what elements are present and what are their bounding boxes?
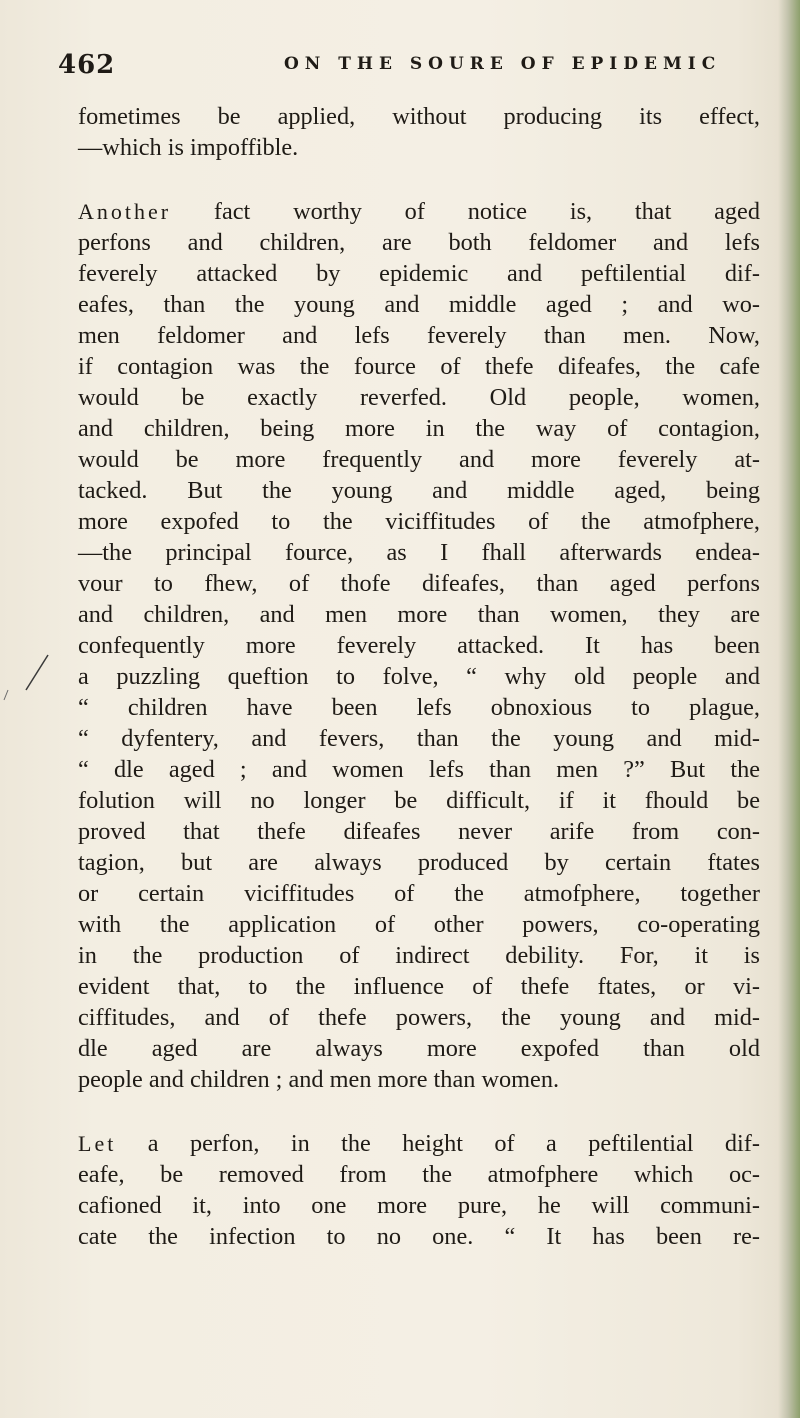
text-line: ciffitudes, and of thefe powers, the young and mid- [78, 1004, 760, 1031]
text-line: would be exactly reverfed. Old people, women, [78, 384, 760, 411]
text-line: fometimes be applied, without producing its effect, [78, 103, 760, 130]
text-line: a puzzling queftion to folve, “ why old people and [78, 663, 760, 690]
text-line: vour to fhew, of thofe difeafes, than aged perfons [78, 570, 760, 597]
text-line: eafes, than the young and middle aged ; and wo- [78, 291, 760, 318]
text-line: feverely attacked by epidemic and peftilential dif- [78, 260, 760, 287]
text-fragment: fact worthy of notice is, that aged [171, 198, 760, 225]
body-text [78, 101, 760, 1252]
lead-word: Let [78, 1131, 117, 1156]
text-line: men feldomer and lefs feverely than men. Now, [78, 322, 760, 349]
text-line: and children, being more in the way of contagion, [78, 415, 760, 442]
text-line: and children, and men more than women, they are [78, 601, 760, 628]
text-line: “ children have been lefs obnoxious to plague, [78, 694, 760, 721]
text-line: “ dyfentery, and fevers, than the young and mid- [78, 725, 760, 752]
text-line: —which is impoffible. [78, 134, 299, 161]
text-line: in the production of indirect debility. For, it is [78, 942, 760, 969]
text-line: eafe, be removed from the atmofphere which oc- [78, 1161, 760, 1188]
text-line: with the application of other powers, co-operating [78, 911, 760, 938]
text-line: confequently more feverely attacked. It has been [78, 632, 760, 659]
text-line: if contagion was the fource of thefe difeafes, the cafe [78, 353, 760, 380]
page-number: 462 [58, 50, 116, 80]
text-line-first [78, 1128, 760, 1159]
text-line: more expofed to the viciffitudes of the atmofphere, [78, 508, 760, 535]
text-fragment: a perfon, in the height of a peftilential dif- [116, 1130, 760, 1157]
text-line: proved that thefe difeafes never arife from con- [78, 818, 760, 845]
text-line: folution will no longer be difficult, if it fhould be [78, 787, 760, 814]
margin-stroke [26, 655, 48, 690]
text-line: perfons and children, are both feldomer and lefs [78, 229, 760, 256]
text-line: would be more frequently and more feverely at- [78, 446, 760, 473]
text-line-first [78, 196, 760, 227]
margin-stroke-2 [4, 690, 8, 700]
text-line: “ dle aged ; and women lefs than men ?” But the [78, 756, 760, 783]
lead-word: Another [78, 199, 172, 224]
paragraph-gap [78, 1095, 760, 1128]
text-line: tacked. But the young and middle aged, being [78, 477, 760, 504]
text-line: evident that, to the influence of thefe ftates, or vi- [78, 973, 760, 1000]
page-edge-shadow [778, 0, 800, 1418]
paragraph-gap [78, 163, 760, 196]
text-line: —the principal fource, as I fhall afterwards endea- [78, 539, 760, 566]
running-head [58, 50, 758, 84]
text-line: dle aged are always more expofed than old [78, 1035, 760, 1062]
text-line: or certain viciffitudes of the atmofphere, together [78, 880, 760, 907]
text-line: tagion, but are always produced by certain ftates [78, 849, 760, 876]
text-line: people and children ; and men more than women. [78, 1066, 560, 1093]
text-line: cate the infection to no one. “ It has been re- [78, 1223, 760, 1250]
text-line: cafioned it, into one more pure, he will communi- [78, 1192, 760, 1219]
running-head-title: ON THE SOURE OF EPIDEMIC [284, 54, 722, 74]
